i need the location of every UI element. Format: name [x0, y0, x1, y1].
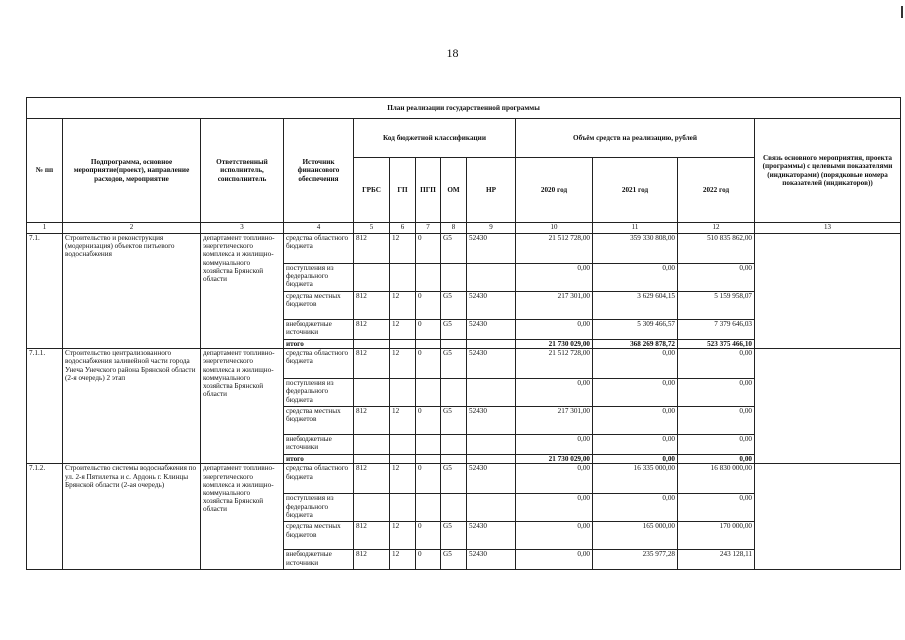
- code-nr: 52430: [467, 292, 516, 320]
- code-om: G5: [441, 407, 467, 435]
- amount-2021: 0,00: [593, 494, 678, 522]
- funding-source: внебюджетные источники: [284, 550, 354, 570]
- total-2022: 523 375 466,10: [678, 340, 755, 349]
- amount-2020: 0,00: [516, 435, 593, 455]
- funding-source: средства областного бюджета: [284, 349, 354, 379]
- code-pgp: [416, 264, 441, 292]
- amount-2022: 510 835 862,00: [678, 234, 755, 264]
- header-om: ОМ: [441, 158, 467, 223]
- amount-2021: 235 977,28: [593, 550, 678, 570]
- code-grbs: 812: [354, 234, 390, 264]
- amount-2020: 0,00: [516, 522, 593, 550]
- total-2020: 21 730 029,00: [516, 455, 593, 464]
- code-grbs: 812: [354, 407, 390, 435]
- header-2022: 2022 год: [678, 158, 755, 223]
- code-om: G5: [441, 320, 467, 340]
- code-grbs: 812: [354, 550, 390, 570]
- header-2020: 2020 год: [516, 158, 593, 223]
- code-om: G5: [441, 234, 467, 264]
- column-number: 8: [441, 223, 467, 234]
- code-pgp: [416, 379, 441, 407]
- amount-2022: 0,00: [678, 379, 755, 407]
- code-gp: 12: [390, 292, 416, 320]
- code-om: [441, 379, 467, 407]
- total-label: итого: [284, 340, 354, 349]
- column-number: 11: [593, 223, 678, 234]
- code-grbs: 812: [354, 349, 390, 379]
- code-om: G5: [441, 292, 467, 320]
- code-gp: 12: [390, 320, 416, 340]
- amount-2021: 3 629 604,15: [593, 292, 678, 320]
- scan-edge-mark: [901, 6, 903, 18]
- total-label: итого: [284, 455, 354, 464]
- amount-2021: 0,00: [593, 435, 678, 455]
- row-number: 7.1.1.: [27, 349, 63, 464]
- total-2022: 0,00: [678, 455, 755, 464]
- header-budget-code: Код бюджетной классификации: [354, 119, 516, 158]
- funding-source: поступления из федерального бюджета: [284, 379, 354, 407]
- responsible-executor: департамент топливно-энергетического комплекса и жилищно-коммунального хозяйства Брянской области: [201, 234, 284, 349]
- funding-source: поступления из федерального бюджета: [284, 264, 354, 292]
- code-nr: [467, 435, 516, 455]
- indicator-link: [755, 349, 901, 464]
- code-pgp: [416, 435, 441, 455]
- code-gp: [390, 494, 416, 522]
- code-nr: 52430: [467, 464, 516, 494]
- amount-2020: 217 301,00: [516, 292, 593, 320]
- code-grbs: 812: [354, 464, 390, 494]
- column-number: 4: [284, 223, 354, 234]
- column-number: 3: [201, 223, 284, 234]
- code-grbs: 812: [354, 522, 390, 550]
- header-2021: 2021 год: [593, 158, 678, 223]
- amount-2022: 170 000,00: [678, 522, 755, 550]
- code-grbs: [354, 435, 390, 455]
- funding-source: средства областного бюджета: [284, 234, 354, 264]
- column-number: 9: [467, 223, 516, 234]
- amount-2022: 0,00: [678, 407, 755, 435]
- column-number: 10: [516, 223, 593, 234]
- code-nr: 52430: [467, 349, 516, 379]
- amount-2020: 0,00: [516, 264, 593, 292]
- code-nr: [467, 494, 516, 522]
- indicator-link: [755, 234, 901, 349]
- code-gp: 12: [390, 407, 416, 435]
- code-gp: 12: [390, 234, 416, 264]
- total-2020: 21 730 029,00: [516, 340, 593, 349]
- code-gp: [390, 379, 416, 407]
- funding-source: средства местных бюджетов: [284, 522, 354, 550]
- column-number: 2: [63, 223, 201, 234]
- header-source: Источник финансового обеспечения: [284, 119, 354, 223]
- amount-2021: 0,00: [593, 407, 678, 435]
- amount-2021: 359 330 808,00: [593, 234, 678, 264]
- amount-2022: 0,00: [678, 494, 755, 522]
- amount-2021: 165 000,00: [593, 522, 678, 550]
- code-gp: [390, 264, 416, 292]
- header-nr: НР: [467, 158, 516, 223]
- code-pgp: 0: [416, 522, 441, 550]
- header-volume: Объём средств на реализацию, рублей: [516, 119, 755, 158]
- measure-name: Строительство централизованного водоснабжения заливейной части города Унеча Унечского района Брянской области (2-я очередь) 2 этап: [63, 349, 201, 464]
- header-grbs: ГРБС: [354, 158, 390, 223]
- plan-sheet: [26, 97, 900, 570]
- column-number: 1: [27, 223, 63, 234]
- code-grbs: 812: [354, 320, 390, 340]
- code-pgp: 0: [416, 349, 441, 379]
- measure-name: Строительство и реконструкция (модернизация) объектов питьевого водоснабжения: [63, 234, 201, 349]
- table-row: [27, 464, 901, 494]
- row-number: 7.1.2.: [27, 464, 63, 570]
- funding-source: внебюджетные источники: [284, 435, 354, 455]
- funding-source: средства местных бюджетов: [284, 407, 354, 435]
- column-number: 7: [416, 223, 441, 234]
- responsible-executor: департамент топливно-энергетического комплекса и жилищно-коммунального хозяйства Брянской области: [201, 464, 284, 570]
- code-nr: [467, 264, 516, 292]
- row-number: 7.1.: [27, 234, 63, 349]
- column-number: 6: [390, 223, 416, 234]
- amount-2021: 5 309 466,57: [593, 320, 678, 340]
- code-grbs: [354, 494, 390, 522]
- code-gp: 12: [390, 349, 416, 379]
- code-nr: 52430: [467, 522, 516, 550]
- amount-2022: 243 128,11: [678, 550, 755, 570]
- header-gp: ГП: [390, 158, 416, 223]
- amount-2022: 5 159 958,07: [678, 292, 755, 320]
- amount-2020: 217 301,00: [516, 407, 593, 435]
- funding-source: средства местных бюджетов: [284, 292, 354, 320]
- code-pgp: [416, 494, 441, 522]
- code-nr: [467, 379, 516, 407]
- amount-2022: 7 379 646,03: [678, 320, 755, 340]
- header-responsible: Ответственный исполнитель, соисполнитель: [201, 119, 284, 223]
- code-om: [441, 494, 467, 522]
- amount-2020: 21 512 728,00: [516, 349, 593, 379]
- code-grbs: [354, 379, 390, 407]
- code-pgp: 0: [416, 234, 441, 264]
- column-number-row: [27, 223, 901, 234]
- funding-source: поступления из федерального бюджета: [284, 494, 354, 522]
- amount-2020: 0,00: [516, 379, 593, 407]
- code-om: [441, 435, 467, 455]
- page-number: 18: [446, 46, 459, 60]
- code-om: [441, 264, 467, 292]
- amount-2020: 21 512 728,00: [516, 234, 593, 264]
- code-om: G5: [441, 522, 467, 550]
- code-gp: 12: [390, 464, 416, 494]
- total-2021: 0,00: [593, 455, 678, 464]
- code-grbs: [354, 264, 390, 292]
- amount-2022: 0,00: [678, 435, 755, 455]
- amount-2021: 0,00: [593, 264, 678, 292]
- total-2021: 368 269 878,72: [593, 340, 678, 349]
- code-om: G5: [441, 349, 467, 379]
- plan-table: [26, 97, 901, 570]
- header-subprogram: Подпрограмма, основное мероприятие(проект), направление расходов, мероприятие: [63, 119, 201, 223]
- code-pgp: 0: [416, 550, 441, 570]
- table-row: [27, 234, 901, 264]
- code-nr: 52430: [467, 320, 516, 340]
- column-number: 12: [678, 223, 755, 234]
- code-nr: 52430: [467, 234, 516, 264]
- code-nr: 52430: [467, 407, 516, 435]
- code-pgp: 0: [416, 464, 441, 494]
- column-number: 5: [354, 223, 390, 234]
- amount-2020: 0,00: [516, 464, 593, 494]
- amount-2021: 16 335 000,00: [593, 464, 678, 494]
- code-om: G5: [441, 464, 467, 494]
- code-gp: 12: [390, 522, 416, 550]
- amount-2021: 0,00: [593, 379, 678, 407]
- code-pgp: 0: [416, 292, 441, 320]
- header-num: № пп: [27, 119, 63, 223]
- funding-source: внебюджетные источники: [284, 320, 354, 340]
- code-gp: 12: [390, 550, 416, 570]
- amount-2021: 0,00: [593, 349, 678, 379]
- code-nr: 52430: [467, 550, 516, 570]
- code-grbs: 812: [354, 292, 390, 320]
- amount-2020: 0,00: [516, 320, 593, 340]
- code-pgp: 0: [416, 320, 441, 340]
- code-om: G5: [441, 550, 467, 570]
- responsible-executor: департамент топливно-энергетического комплекса и жилищно-коммунального хозяйства Брянской области: [201, 349, 284, 464]
- indicator-link: [755, 464, 901, 570]
- amount-2020: 0,00: [516, 550, 593, 570]
- header-link: Связь основного мероприятия, проекта (программы) с целевыми показателями (индикаторами) (порядковые номера показателей (индикаторов)): [755, 119, 901, 223]
- code-gp: [390, 435, 416, 455]
- amount-2020: 0,00: [516, 494, 593, 522]
- measure-name: Строительство системы водоснабжения по ул. 2-я Пятилетка и с. Ардонь г. Клинцы Брянской области (2-ая очередь): [63, 464, 201, 570]
- column-number: 13: [755, 223, 901, 234]
- code-pgp: 0: [416, 407, 441, 435]
- amount-2022: 0,00: [678, 264, 755, 292]
- table-row: [27, 349, 901, 379]
- header-pgp: ПГП: [416, 158, 441, 223]
- table-title: План реализации государственной программы: [27, 98, 901, 119]
- funding-source: средства областного бюджета: [284, 464, 354, 494]
- amount-2022: 16 830 000,00: [678, 464, 755, 494]
- amount-2022: 0,00: [678, 349, 755, 379]
